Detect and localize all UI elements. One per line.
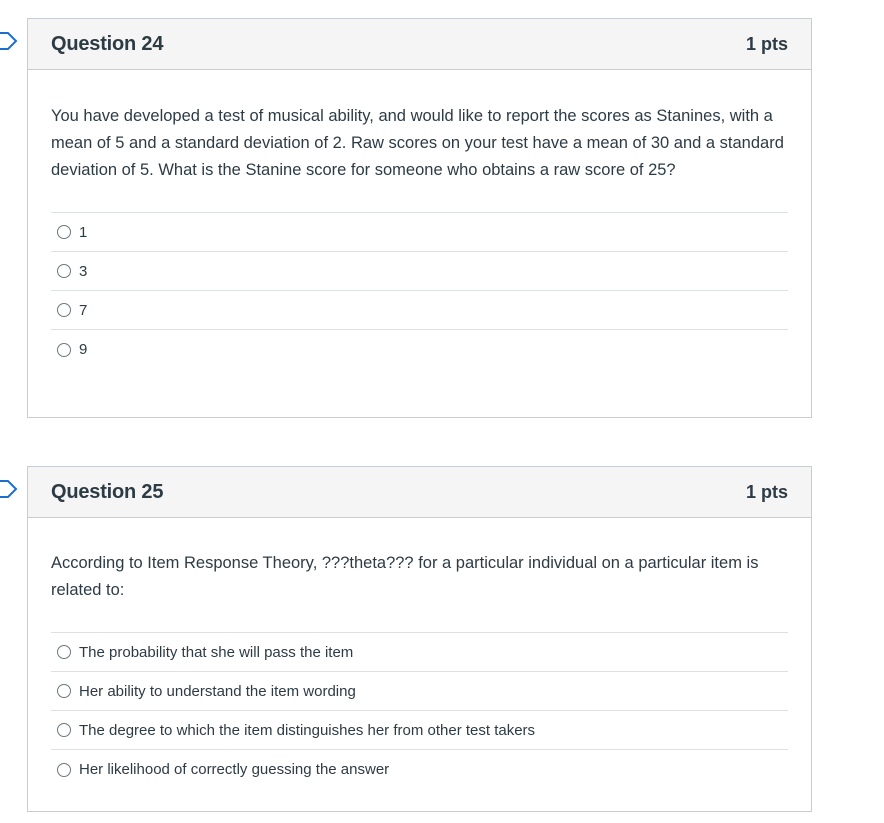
answer-label: 9 <box>79 341 88 358</box>
question-header <box>28 467 811 518</box>
question-card <box>27 18 812 418</box>
question-card <box>27 466 812 812</box>
answer-label: The probability that she will pass the item <box>79 643 354 661</box>
radio-button[interactable] <box>57 723 71 737</box>
answer-label: The degree to which the item distinguishes her from other test takers <box>79 721 536 739</box>
flag-question-icon[interactable] <box>0 31 18 51</box>
question-title: Question 25 <box>51 480 164 503</box>
answer-option[interactable] <box>51 330 788 369</box>
radio-button[interactable] <box>57 684 71 698</box>
question-title: Question 24 <box>51 32 164 55</box>
answer-option[interactable] <box>51 750 788 789</box>
answer-option[interactable] <box>51 213 788 252</box>
answer-label: Her likelihood of correctly guessing the answer <box>79 761 390 778</box>
question-points: 1 pts <box>745 33 788 54</box>
radio-button[interactable] <box>57 303 71 317</box>
question-body <box>28 550 811 789</box>
question-body <box>28 103 811 369</box>
answer-list <box>51 212 788 369</box>
answer-option[interactable] <box>51 711 788 750</box>
question-text: You have developed a test of musical ability, and would like to report the scores as Stanines, with a mean of 5 and a standard deviation of 2. Raw scores on your test have a mean of 30 and a standard deviation of 5. What is the Stanine score for someone who obtains a raw score of 25? <box>51 107 784 179</box>
answer-label: Her ability to understand the item wording <box>79 682 356 700</box>
answer-label: 1 <box>79 223 88 241</box>
answer-option[interactable] <box>51 291 788 330</box>
answer-label: 3 <box>79 262 88 280</box>
flag-question-icon[interactable] <box>0 479 18 499</box>
radio-button[interactable] <box>57 343 71 357</box>
radio-button[interactable] <box>57 763 71 777</box>
answer-list <box>51 632 788 789</box>
answer-option[interactable] <box>51 672 788 711</box>
radio-button[interactable] <box>57 264 71 278</box>
answer-label: 7 <box>79 301 88 319</box>
question-text: According to Item Response Theory, ???theta??? for a particular individual on a particular item is related to: <box>51 554 759 599</box>
radio-button[interactable] <box>57 225 71 239</box>
answer-option[interactable] <box>51 252 788 291</box>
answer-option[interactable] <box>51 633 788 672</box>
radio-button[interactable] <box>57 645 71 659</box>
question-points: 1 pts <box>745 481 788 502</box>
question-header <box>28 19 811 70</box>
